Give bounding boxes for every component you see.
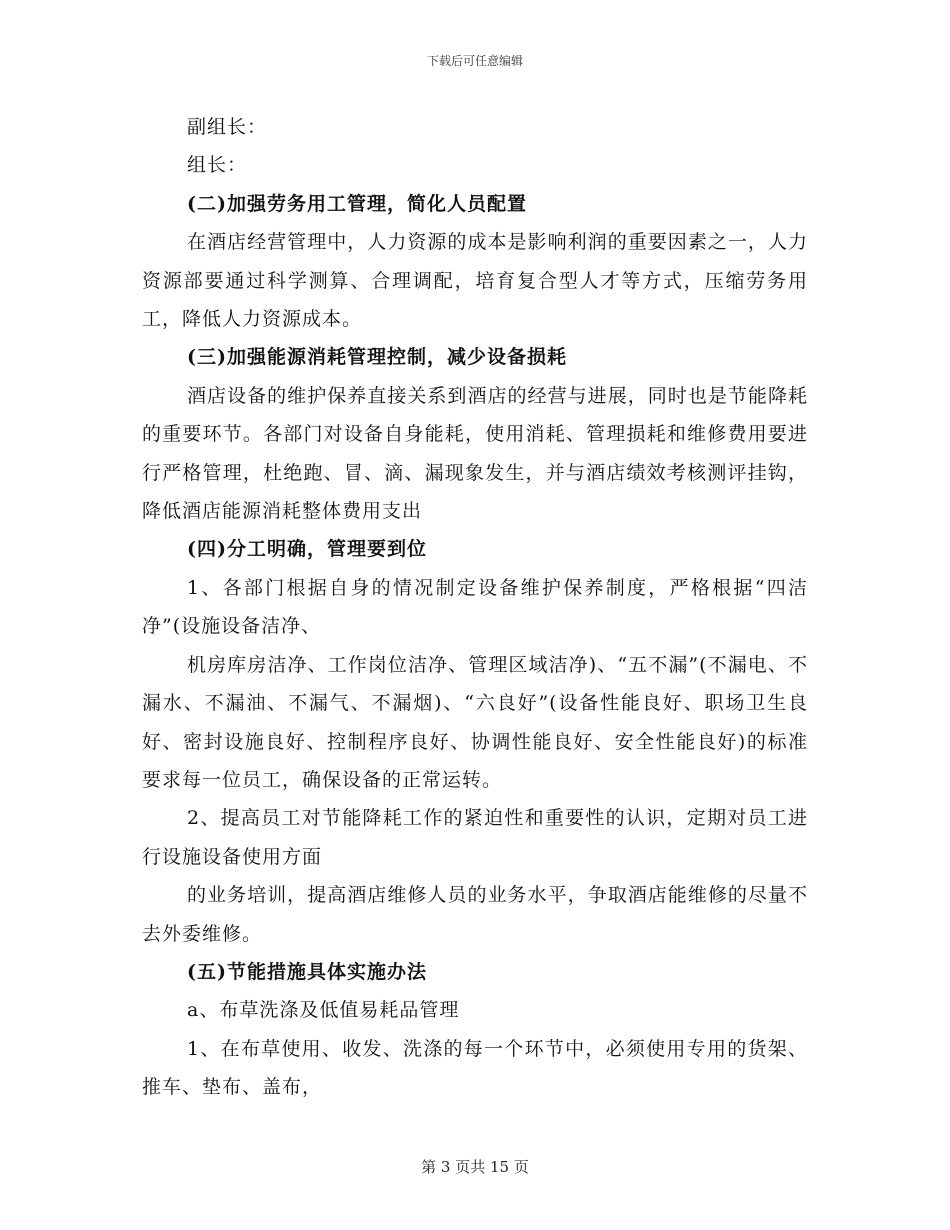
paragraph-subheading-a: a、布草洗涤及低值易耗品管理 bbox=[187, 999, 460, 1022]
section-heading-2: (二)加强劳务用工管理，简化人员配置 bbox=[187, 192, 527, 215]
paragraph-leader: 组长： bbox=[187, 154, 248, 177]
document-body bbox=[142, 108, 808, 1107]
section-heading-5: (五)节能措施具体实施办法 bbox=[187, 960, 427, 983]
paragraph-item-2a: 2、提高员工对节能降耗工作的紧迫性和重要性的认识，定期对员工进行设施设备使用方面 bbox=[142, 807, 808, 868]
section-heading-3: (三)加强能源消耗管理控制，减少设备损耗 bbox=[187, 346, 567, 369]
paragraph-equipment: 酒店设备的维护保养直接关系到酒店的经营与进展，同时也是节能降耗的重要环节。各部门对设备自身能耗，使用消耗、管理损耗和维修费用要进行严格管理，杜绝跑、冒、滴、漏现象发生，并与酒店绩效考核测评挂钩，降低酒店能源消耗整体费用支出 bbox=[142, 384, 808, 523]
paragraph-linen-1: 1、在布草使用、收发、洗涤的每一个环节中，必须使用专用的货架、推车、垫布、盖布， bbox=[142, 1037, 808, 1099]
page-footer: 第 3 页共 15 页 bbox=[421, 1158, 529, 1176]
section-heading-4: (四)分工明确，管理要到位 bbox=[187, 538, 427, 561]
page-header: 下载后可任意编辑 bbox=[426, 54, 523, 68]
paragraph-item-1a: 1、各部门根据自身的情况制定设备维护保养制度，严格根据“四洁净”(设施设备洁净、 bbox=[142, 576, 808, 638]
paragraph-item-2b: 的业务培训，提高酒店维修人员的业务水平，争取酒店能维修的尽量不去外委维修。 bbox=[142, 884, 808, 945]
paragraph-item-1b: 机房库房洁净、工作岗位洁净、管理区域洁净)、“五不漏”(不漏电、不漏水、不漏油、不漏气、不漏烟)、“六良好”(设备性能良好、职场卫生良好、密封设施良好、控制程序良好、协调性能良好、安全性能良好)的标准要求每一位员工，确保设备的正常运转。 bbox=[142, 653, 808, 791]
paragraph-hr: 在酒店经营管理中，人力资源的成本是影响利润的重要因素之一，人力资源部要通过科学测算、合理调配，培育复合型人才等方式，压缩劳务用工，降低人力资源成本。 bbox=[142, 231, 808, 331]
paragraph-deputy-leader: 副组长： bbox=[187, 116, 268, 138]
